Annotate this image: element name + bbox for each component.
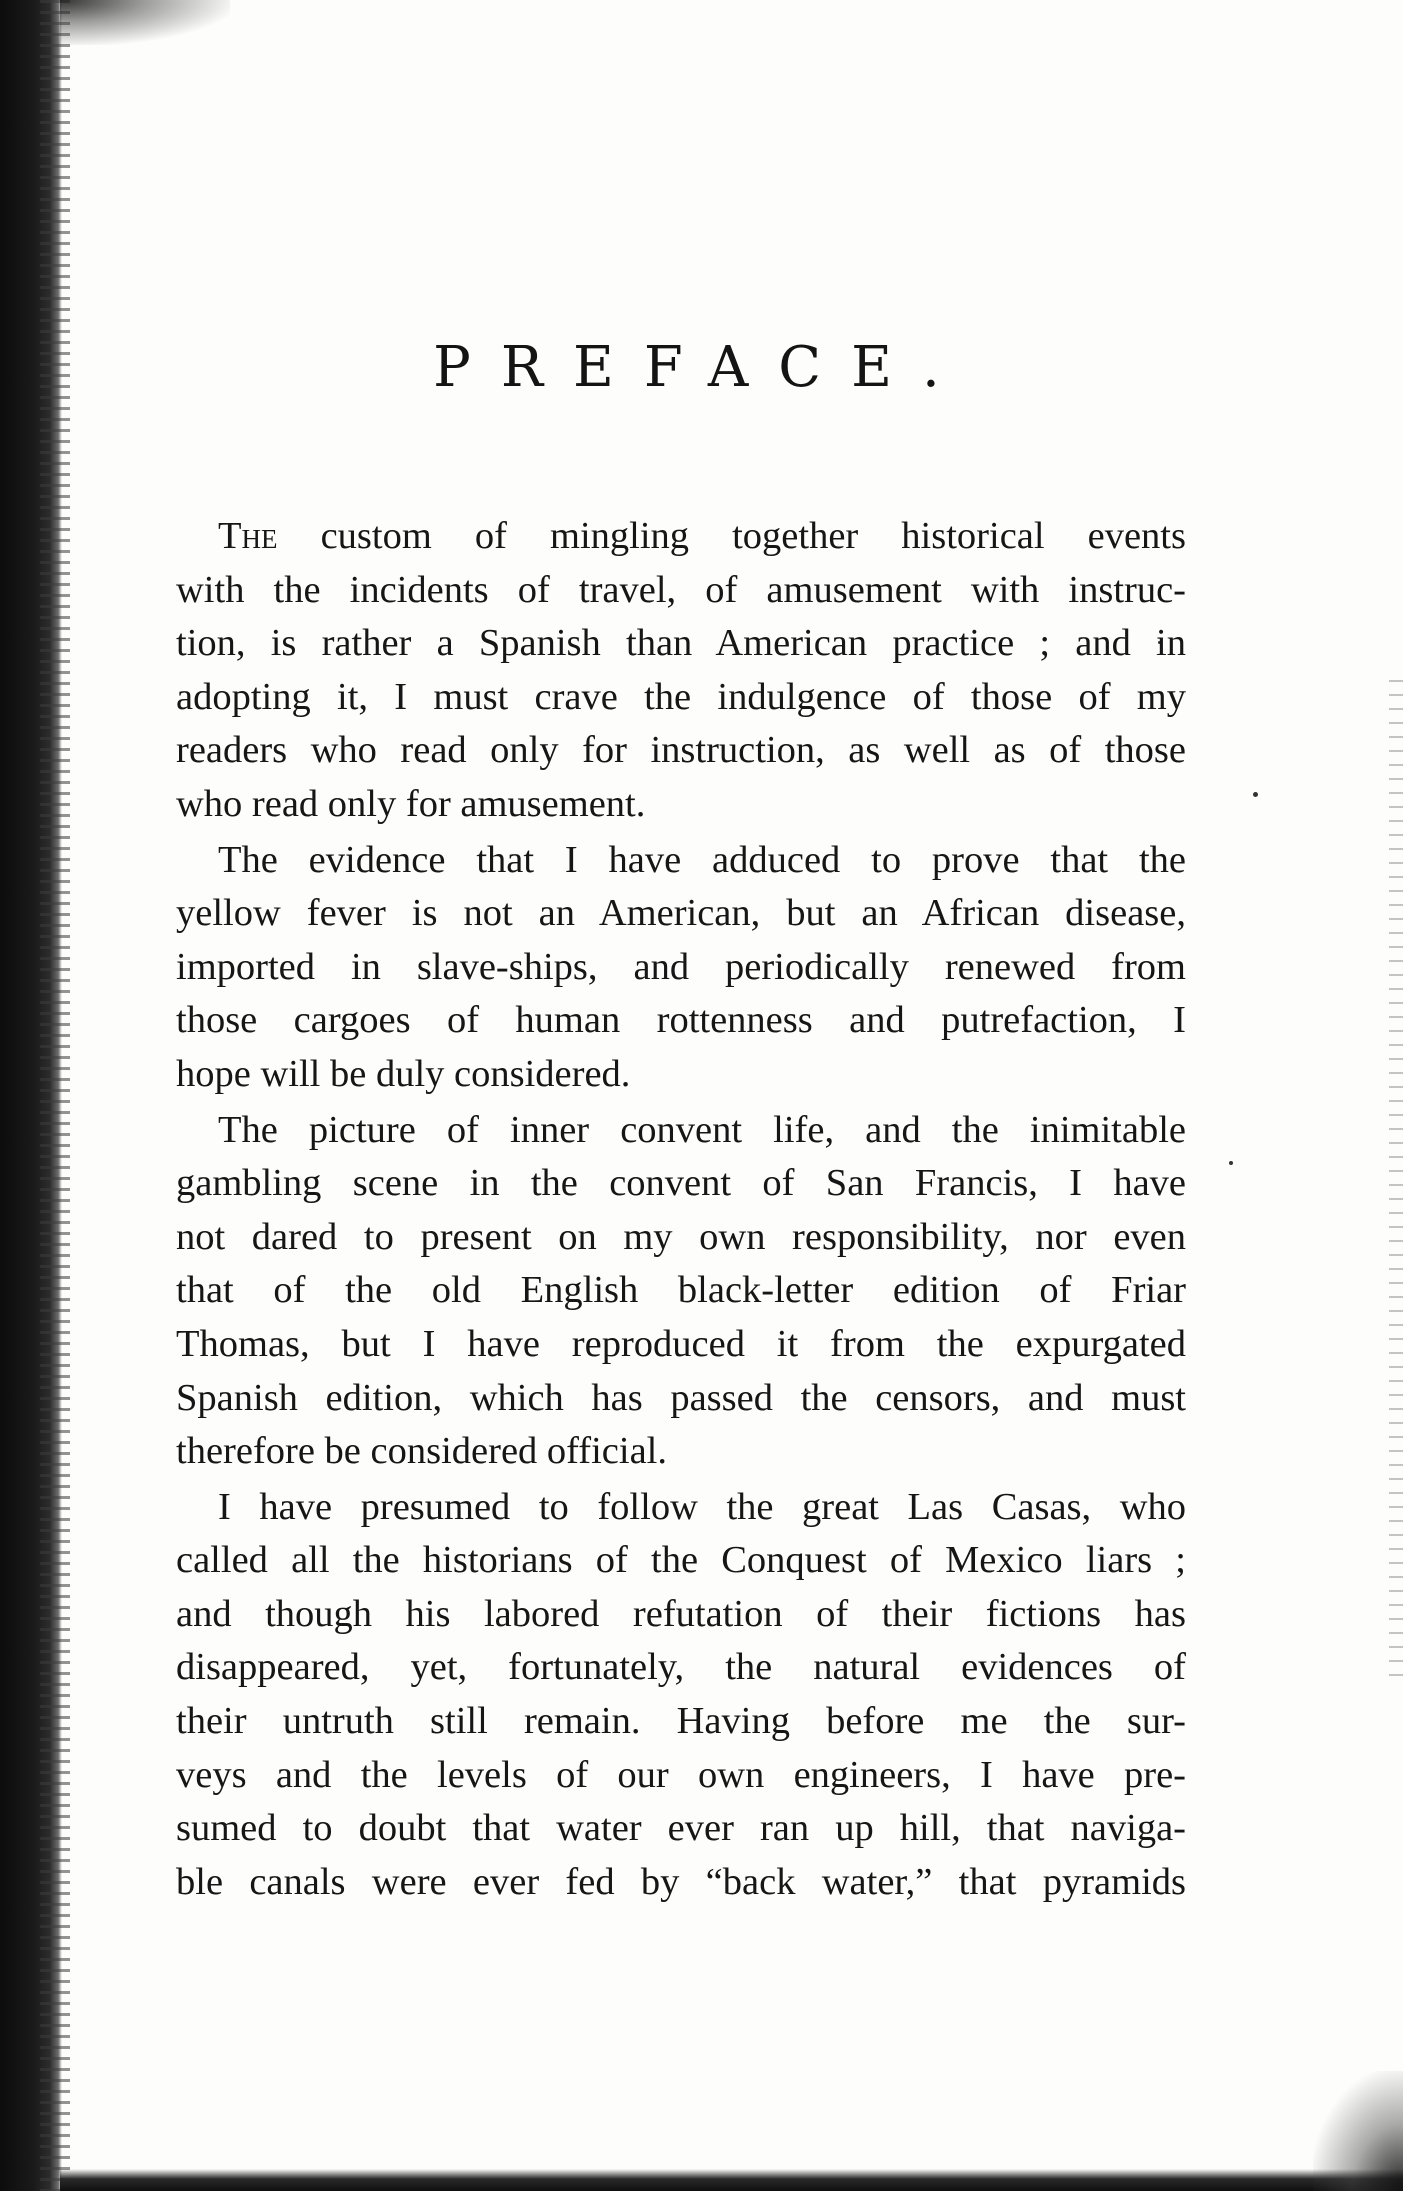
text-line: ble canals were ever fed by “back water,” that pyramids: [176, 1860, 1186, 1903]
ink-speck: [1229, 1161, 1233, 1165]
text-line: gambling scene in the convent of San Francis, I have: [176, 1162, 1186, 1205]
paragraph-1: [176, 510, 1186, 832]
paragraph-4: [176, 1481, 1186, 1910]
text-line: yellow fever is not an American, but an African disease,: [176, 892, 1186, 935]
top-corner-smudge: [60, 0, 230, 45]
text-line: readers who read only for instruction, as well as of those: [176, 729, 1186, 772]
text-line: The picture of inner convent life, and the inimitable: [218, 1108, 1186, 1151]
text-line: I have presumed to follow the great Las Casas, who: [218, 1485, 1186, 1528]
text-line: who read only for amusement.: [176, 782, 646, 825]
text-line: sumed to doubt that water ever ran up hill, that naviga-: [176, 1807, 1186, 1850]
ink-speck: [1253, 792, 1258, 797]
text-line: with the incidents of travel, of amusement with instruc-: [176, 568, 1186, 611]
text-line: and though his labored refutation of their fictions has: [176, 1592, 1186, 1635]
text-line: that of the old English black-letter edition of Friar: [176, 1269, 1186, 1312]
text-line: veys and the levels of our own engineers, I have pre-: [176, 1753, 1186, 1796]
text-line: not dared to present on my own responsibility, nor even: [176, 1215, 1186, 1258]
text-line-rest: custom of mingling together historical events: [277, 515, 1186, 557]
binding-speckle: [40, 0, 70, 2191]
text-line: [176, 510, 1186, 564]
text-line: The evidence that I have adduced to prove that the: [218, 838, 1186, 881]
text-line: tion, is rather a Spanish than American practice ; and in: [176, 622, 1186, 665]
text-line: adopting it, I must crave the indulgence of those of my: [176, 675, 1186, 718]
page-title: PREFACE.: [433, 335, 970, 400]
text-line: imported in slave-ships, and periodically renewed from: [176, 945, 1186, 988]
bottom-corner-smudge: [1313, 2071, 1403, 2191]
text-line: disappeared, yet, fortunately, the natural evidences of: [176, 1646, 1186, 1689]
right-edge-speckle: [1389, 680, 1403, 1680]
text-line: hope will be duly considered.: [176, 1052, 631, 1095]
bottom-edge-shadow: [60, 2169, 1403, 2191]
paragraph-3: [176, 1104, 1186, 1479]
text-line: those cargoes of human rottenness and putrefaction, I: [176, 999, 1186, 1042]
text-line: called all the historians of the Conquest of Mexico liars ;: [176, 1539, 1186, 1582]
text-line: Thomas, but I have reproduced it from the expurgated: [176, 1322, 1186, 1365]
text-line: Spanish edition, which has passed the censors, and must: [176, 1376, 1186, 1419]
lead-word: The: [218, 515, 278, 557]
paragraph-2: [176, 834, 1186, 1102]
text-line: their untruth still remain. Having before me the sur-: [176, 1700, 1186, 1743]
preface-text: [176, 510, 1186, 1911]
text-line: therefore be considered official.: [176, 1430, 667, 1473]
